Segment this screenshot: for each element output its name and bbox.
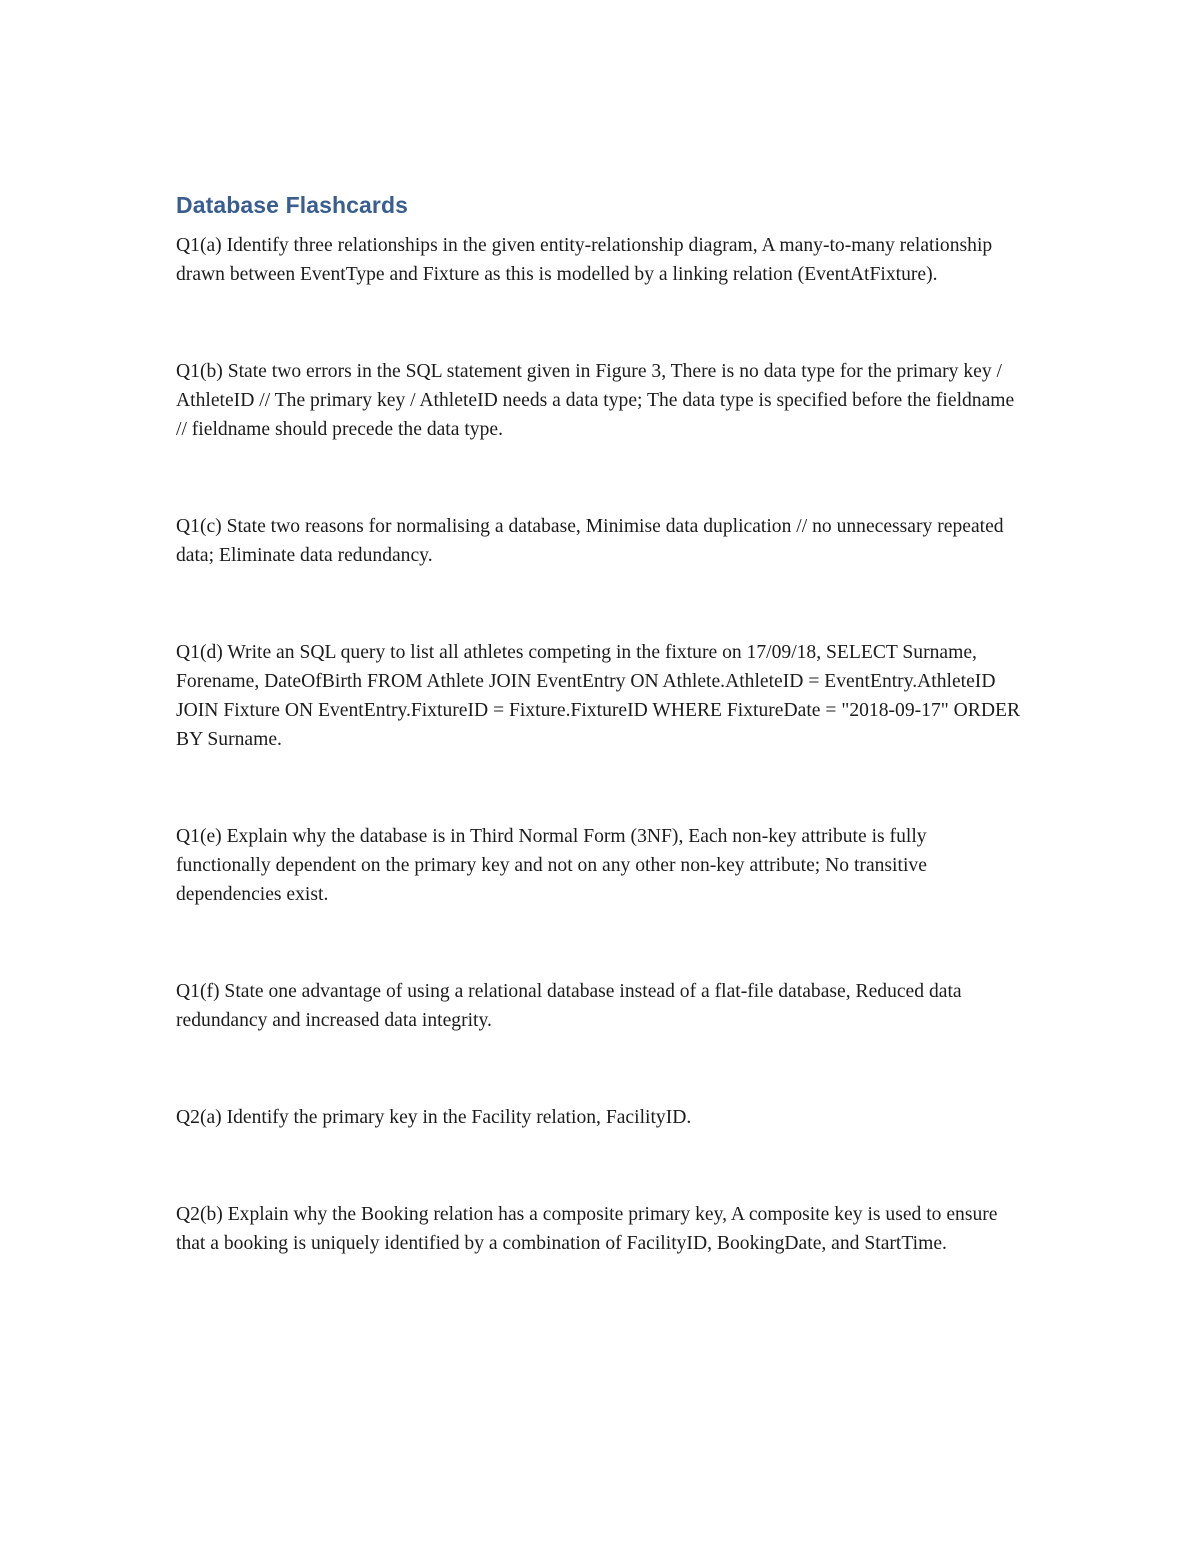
document-title: Database Flashcards xyxy=(176,192,409,218)
flashcard-q1e: Q1(e) Explain why the database is in Third Normal Form (3NF), Each non-key attribute is fully functionally dependent on the primary key and not on any other non-key attribute; No transitive dependencies exist. xyxy=(176,826,927,905)
flashcard-q2b: Q2(b) Explain why the Booking relation has a composite primary key, A composite key is used to ensure that a booking is uniquely identified by a combination of FacilityID, BookingDate, and StartTime. xyxy=(176,1204,998,1254)
flashcard-q1f: Q1(f) State one advantage of using a relational database instead of a flat-file database, Reduced data redundancy and increased data integrity. xyxy=(176,981,962,1031)
flashcard-q1a: Q1(a) Identify three relationships in the given entity-relationship diagram, A many-to-many relationship drawn between EventType and Fixture as this is modelled by a linking relation (EventAtFixture). xyxy=(176,235,993,285)
flashcard-q1b: Q1(b) State two errors in the SQL statement given in Figure 3, There is no data type for the primary key / AthleteID // The primary key / AthleteID needs a data type; The data type is specified before the fieldname // fieldname should precede the data type. xyxy=(176,361,1015,440)
flashcard-q1c: Q1(c) State two reasons for normalising a database, Minimise data duplication // no unnecessary repeated data; Eliminate data redundancy. xyxy=(176,516,1004,566)
flashcard-q2a: Q2(a) Identify the primary key in the Facility relation, FacilityID. xyxy=(176,1107,692,1128)
flashcard-q1d: Q1(d) Write an SQL query to list all athletes competing in the fixture on 17/09/18, SELECT Surname, Forename, DateOfBirth FROM Athlete JOIN EventEntry ON Athlete.AthleteID = EventEntry.AthleteID JOIN Fixture ON EventEntry.FixtureID = Fixture.FixtureID WHERE FixtureDate = "2018-09-17" ORDER BY Surname. xyxy=(176,642,1021,750)
document-content xyxy=(176,189,1026,1258)
